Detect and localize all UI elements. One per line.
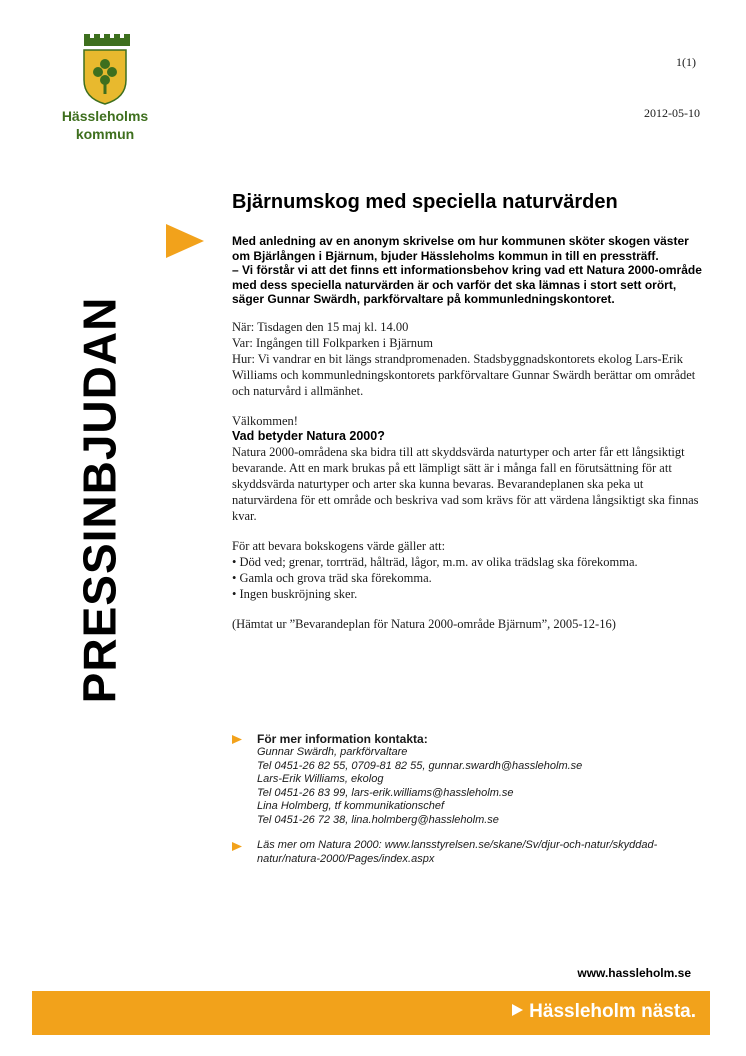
contact-line: Lars-Erik Williams, ekolog	[257, 773, 384, 785]
conditions-list	[232, 538, 702, 602]
page-number: 1(1)	[676, 55, 696, 69]
arrow-right-icon	[166, 224, 204, 258]
natura-heading: Vad betyder Natura 2000?	[232, 428, 385, 443]
headline: Bjärnumskog med speciella naturvärden	[232, 191, 618, 213]
contact-line: Lina Holmberg, tf kommunikationschef	[257, 800, 445, 812]
vertical-title: PRESSINBJUDAN	[73, 296, 126, 704]
contact-line: Tel 0451-26 82 55, 0709-81 82 55, gunnar.swardh@hassleholm.se	[257, 759, 583, 772]
document-date: 2012-05-10	[644, 106, 700, 120]
arrow-right-icon	[232, 842, 242, 851]
contact-line: Gunnar Swärdh, parkförvaltare	[257, 746, 408, 758]
conditions-intro: För att bevara bokskogens värde gäller att:	[232, 538, 446, 553]
logo-text-line2: kommun	[75, 126, 135, 142]
natura-text: Natura 2000-områdena ska bidra till att skyddsvärda naturtyper och arter får ett långsiktigt bevarande. Att en mark brukas på ett lämpligt sätt är i många fall en förutsättning för att skyddsvärda naturtyper och arter ska kunna bevaras. Bevarandeplanen ska peka ut naturvärdena för ett område och beskriva vad som krävs för att värdena långsiktigt ska finnas kvar.	[232, 444, 699, 523]
read-more-block	[232, 839, 702, 866]
contact-title: För mer information kontakta:	[257, 732, 428, 746]
footer-slogan	[512, 1001, 696, 1023]
slogan-text: Hässleholm nästa.	[529, 1001, 696, 1022]
read-more-link[interactable]: Läs mer om Natura 2000: www.lansstyrelsen.se/skane/Sv/djur-och-natur/skyddad-natur/natura-2000/Pages/index.aspx	[257, 839, 658, 865]
source-note: (Hämtat ur ”Bevarandeplan för Natura 2000-område Bjärnum”, 2005-12-16)	[232, 616, 616, 631]
contact-line: Tel 0451-26 83 99, lars-erik.williams@hassleholm.se	[257, 786, 514, 799]
contact-block	[232, 732, 702, 827]
coat-of-arms-icon	[80, 30, 130, 106]
arrow-right-icon	[232, 735, 242, 744]
municipality-logo	[55, 30, 155, 142]
contact-line: Tel 0451-26 72 38, lina.holmberg@hassleholm.se	[257, 813, 499, 826]
footer-website-link[interactable]: www.hassleholm.se	[577, 966, 691, 980]
lead-paragraph: Med anledning av en anonym skrivelse om hur kommunen sköter skogen väster om Bjärlången i Bjärnum, bjuder Hässleholms kommun in till en pressträff.	[232, 234, 689, 263]
list-item: • Gamla och grova träd ska förekomma.	[232, 570, 432, 585]
event-when: När: Tisdagen den 15 maj kl. 14.00	[232, 319, 409, 334]
list-item: • Död ved; grenar, torrträd, hålträd, lågor, m.m. av olika trädslag ska förekomma.	[232, 554, 638, 569]
event-details	[232, 319, 702, 399]
event-where: Var: Ingången till Folkparken i Bjärnum	[232, 335, 434, 350]
lead-quote: – Vi förstår vi att det finns ett informationsbehov kring vad ett Natura 2000-område med dess speciella naturvärden är och varför det ska lämnas i stort sett orört, säger Gunnar Swärdh, parkförvaltare på kommunledningskontoret.	[232, 263, 702, 307]
welcome-text: Välkommen!	[232, 413, 298, 428]
event-how: Hur: Vi vandrar en bit längs strandpromenaden. Stadsbyggnadskontorets ekolog Lars-Erik Williams och kommunledningskontorets parkförvaltare Gunnar Swärdh berättar om området och naturvård i allmänhet.	[232, 351, 696, 398]
main-content	[232, 190, 702, 632]
list-item: • Ingen buskröjning sker.	[232, 586, 358, 601]
contact-section	[232, 732, 702, 866]
arrow-right-icon	[512, 1004, 523, 1016]
vertical-title-container	[74, 230, 124, 770]
footer-band	[32, 991, 710, 1035]
logo-text-line1: Hässleholms	[61, 108, 149, 124]
